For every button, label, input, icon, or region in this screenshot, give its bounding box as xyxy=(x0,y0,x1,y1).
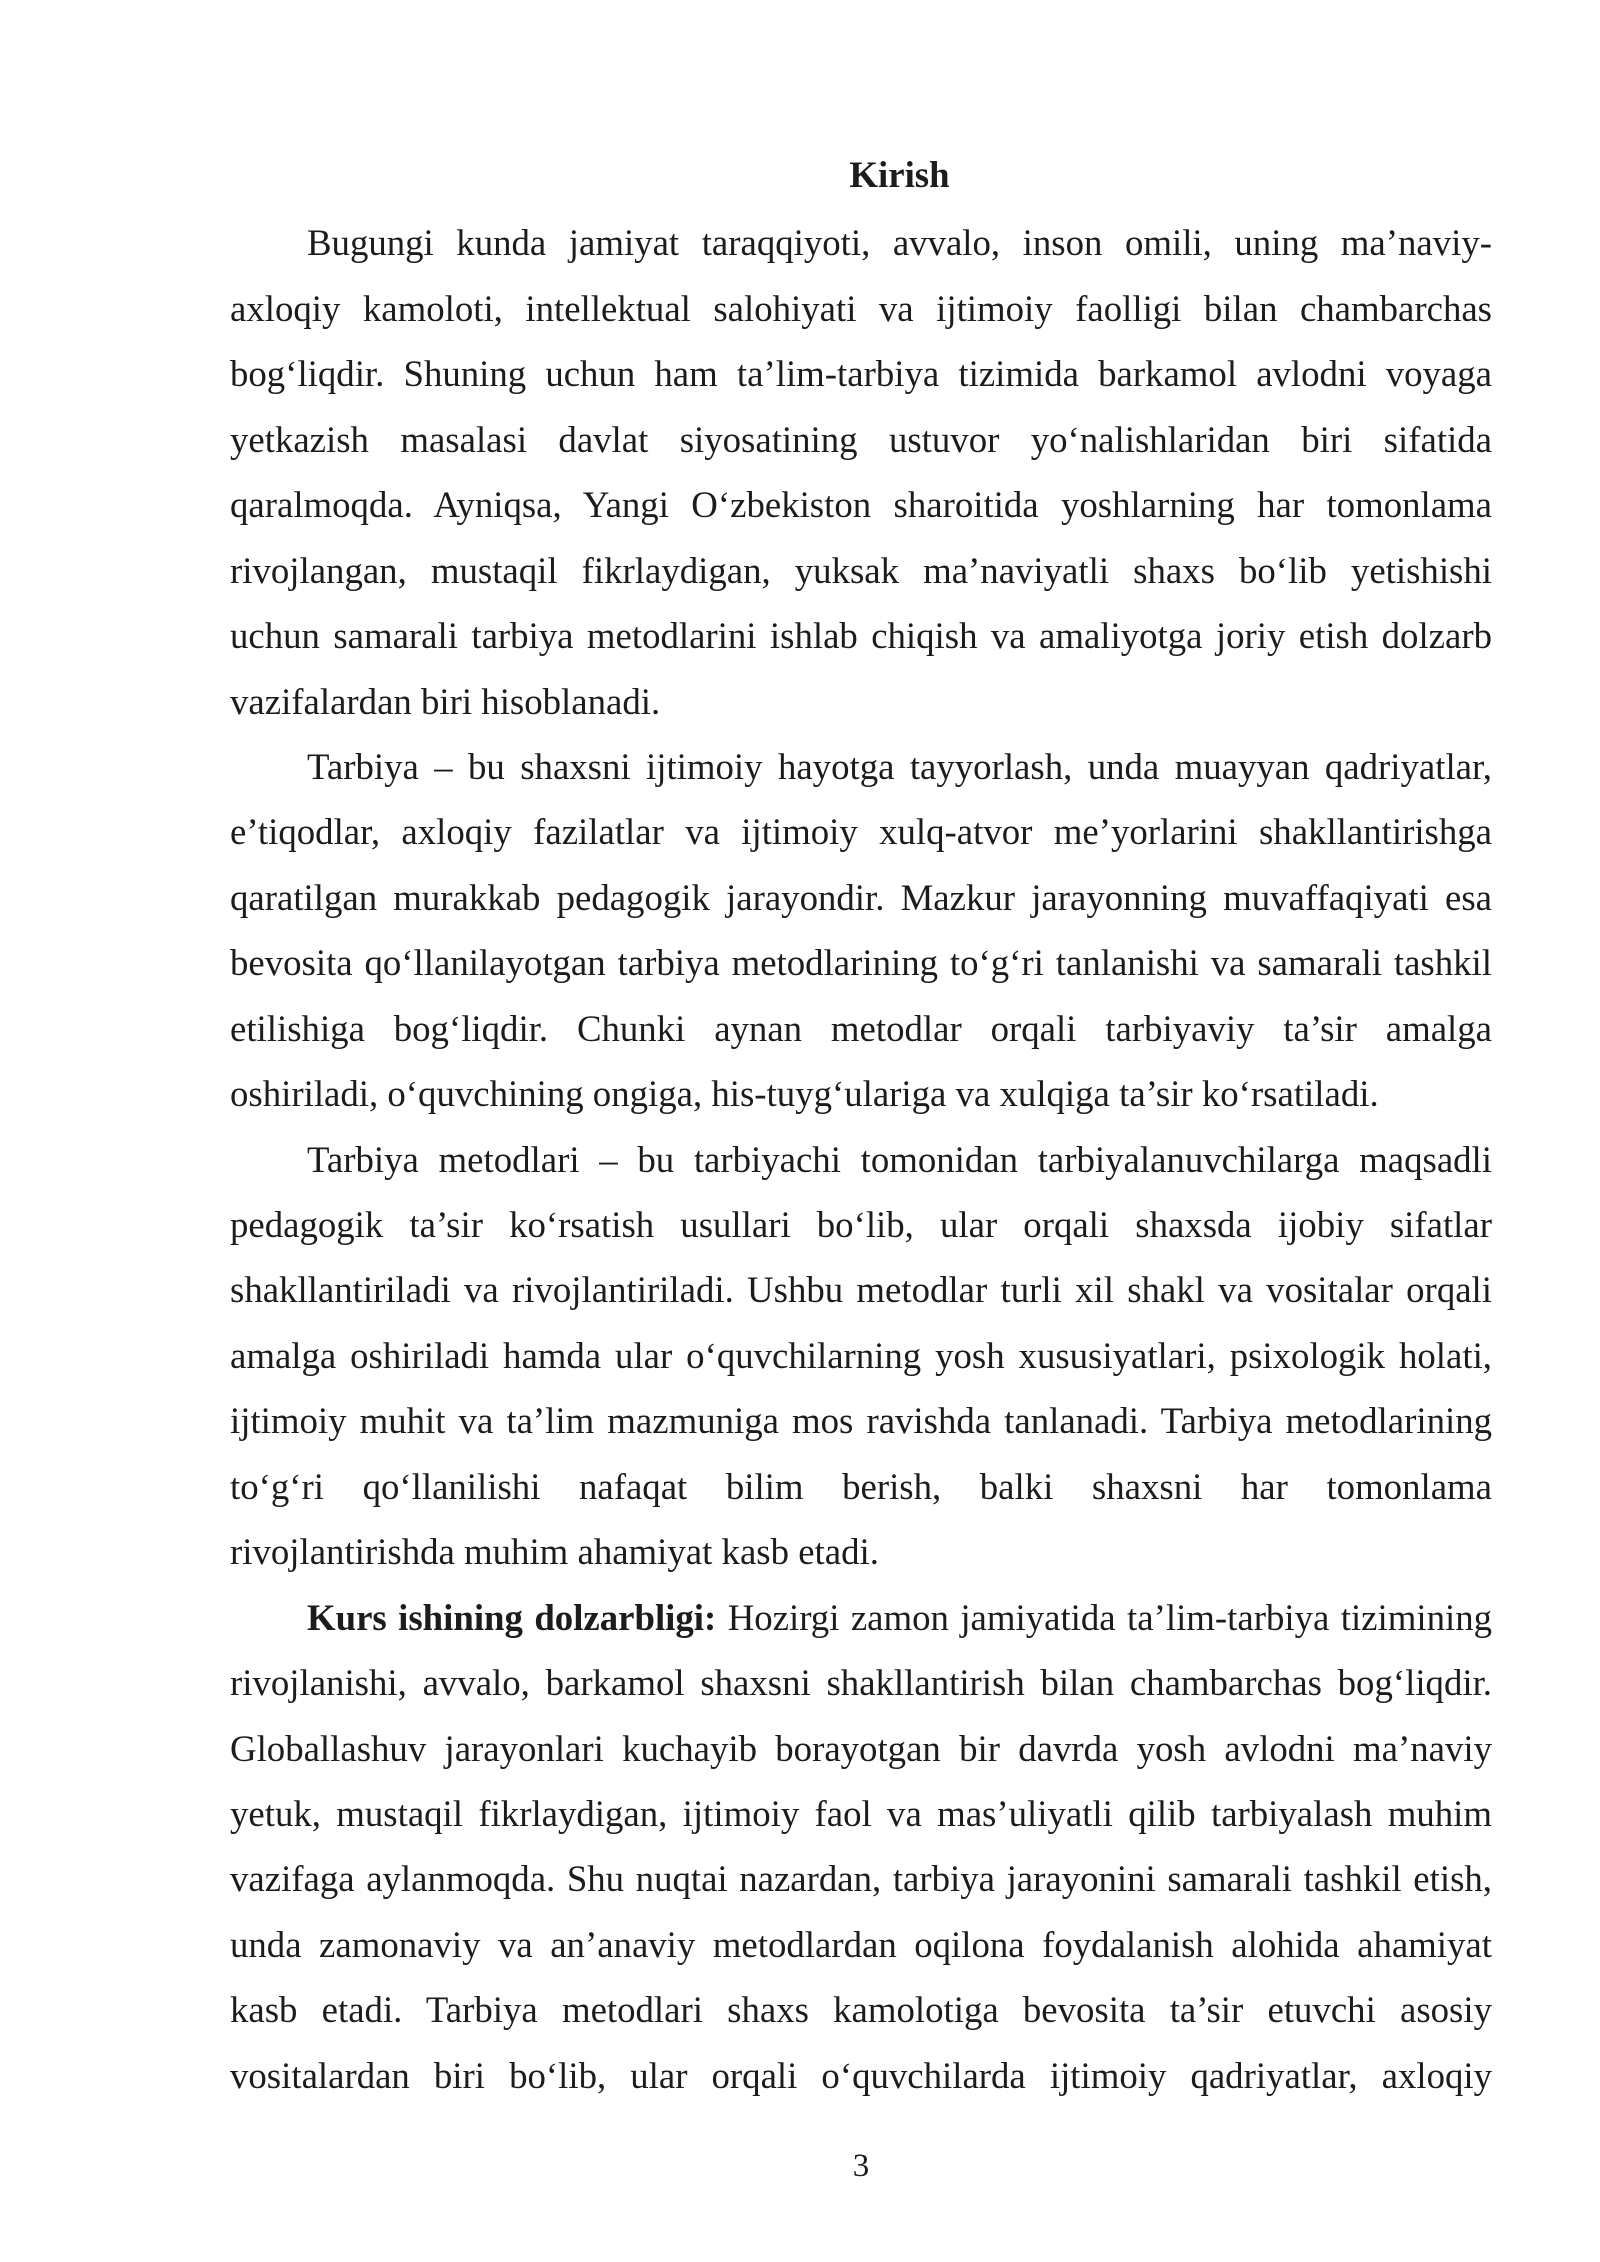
text-line: ijtimoiy muhit va ta’lim mazmuniga mos ravishda tanlanadi. Tarbiya metodlarining xyxy=(230,1400,1492,1442)
paragraph-lead: Kurs ishining dolzarbligi: xyxy=(307,1596,717,1638)
text-line: vositalardan biri bo‘lib, ular orqali o‘quvchilarda ijtimoiy qadriyatlar, axloqiy xyxy=(230,2054,1492,2096)
page-number: 3 xyxy=(852,2148,870,2184)
text-line: vazifaga aylanmoqda. Shu nuqtai nazardan, tarbiya jarayonini samarali tashkil etish, xyxy=(230,1858,1492,1900)
text-line: uchun samarali tarbiya metodlarini ishlab chiqish va amaliyotga joriy etish dolzarb xyxy=(230,615,1492,657)
text-line xyxy=(230,1585,1492,1650)
text-line: shakllantiriladi va rivojlantiriladi. Ushbu metodlar turli xil shakl va vositalar orqali xyxy=(230,1269,1492,1311)
text-line: vazifalardan biri hisoblanadi. xyxy=(230,680,661,722)
text-line: axloqiy kamoloti, intellektual salohiyati va ijtimoiy faolligi bilan chambarchas xyxy=(230,287,1492,329)
text-line: pedagogik ta’sir ko‘rsatish usullari bo‘lib, ular orqali shaxsda ijobiy sifatlar xyxy=(230,1204,1492,1245)
paragraph xyxy=(230,210,1492,734)
paragraph xyxy=(230,1127,1492,1585)
text-line: e’tiqodlar, axloqiy fazilatlar va ijtimoiy xulq-atvor me’yorlarini shakllantirishga xyxy=(230,811,1492,853)
page-content xyxy=(230,142,1492,2108)
text-line: Tarbiya – bu shaxsni ijtimoiy hayotga tayyorlash, unda muayyan qadriyatlar, xyxy=(307,745,1492,787)
text-line: rivojlantirishda muhim ahamiyat kasb etadi. xyxy=(230,1531,879,1573)
section-title: Kirish xyxy=(849,154,950,195)
text-line: yetkazish masalasi davlat siyosatining ustuvor yo‘nalishlaridan biri sifatida xyxy=(230,418,1492,460)
text-run: Hozirgi zamon jamiyatida ta’lim-tarbiya tizimining xyxy=(727,1596,1492,1638)
text-line: amalga oshiriladi hamda ular o‘quvchilarning yosh xususiyatlari, psixologik holati, xyxy=(230,1334,1492,1376)
body-text xyxy=(230,210,1492,2108)
text-line: etilishiga bog‘liqdir. Chunki aynan metodlar orqali tarbiyaviy ta’sir amalga xyxy=(230,1007,1492,1049)
text-line: Tarbiya metodlari – bu tarbiyachi tomonidan tarbiyalanuvchilarga maqsadli xyxy=(307,1138,1492,1180)
text-line: yetuk, mustaqil fikrlaydigan, ijtimoiy faol va mas’uliyatli qilib tarbiyalash muhim xyxy=(230,1792,1492,1834)
paragraph xyxy=(230,1585,1492,2109)
paragraph xyxy=(230,734,1492,1127)
text-line: unda zamonaviy va an’anaviy metodlardan oqilona foydalanish alohida ahamiyat xyxy=(230,1923,1492,1965)
text-line: bog‘liqdir. Shuning uchun ham ta’lim-tarbiya tizimida barkamol avlodni voyaga xyxy=(230,353,1492,395)
text-line: rivojlanishi, avvalo, barkamol shaxsni shakllantirish bilan chambarchas bog‘liqdir. xyxy=(230,1662,1492,1704)
text-line: qaratilgan murakkab pedagogik jarayondir. Mazkur jarayonning muvaffaqiyati esa xyxy=(230,876,1492,918)
text-line: rivojlangan, mustaqil fikrlaydigan, yuksak ma’naviyatli shaxs bo‘lib yetishishi xyxy=(230,549,1492,591)
text-line: bevosita qo‘llanilayotgan tarbiya metodlarining to‘g‘ri tanlanishi va samarali tashkil xyxy=(230,942,1492,984)
text-line: qaralmoqda. Ayniqsa, Yangi O‘zbekiston sharoitida yoshlarning har tomonlama xyxy=(230,484,1492,526)
text-line: to‘g‘ri qo‘llanilishi nafaqat bilim berish, balki shaxsni har tomonlama xyxy=(230,1465,1492,1507)
text-line: Globallashuv jarayonlari kuchayib borayotgan bir davrda yosh avlodni ma’naviy xyxy=(230,1727,1492,1769)
text-line: kasb etadi. Tarbiya metodlari shaxs kamolotiga bevosita ta’sir etuvchi asosiy xyxy=(230,1989,1492,2031)
text-line: oshiriladi, o‘quvchining ongiga, his-tuyg‘ulariga va xulqiga ta’sir ko‘rsatiladi. xyxy=(230,1073,1379,1115)
text-line: Bugungi kunda jamiyat taraqqiyoti, avvalo, inson omili, uning ma’naviy- xyxy=(307,222,1492,264)
